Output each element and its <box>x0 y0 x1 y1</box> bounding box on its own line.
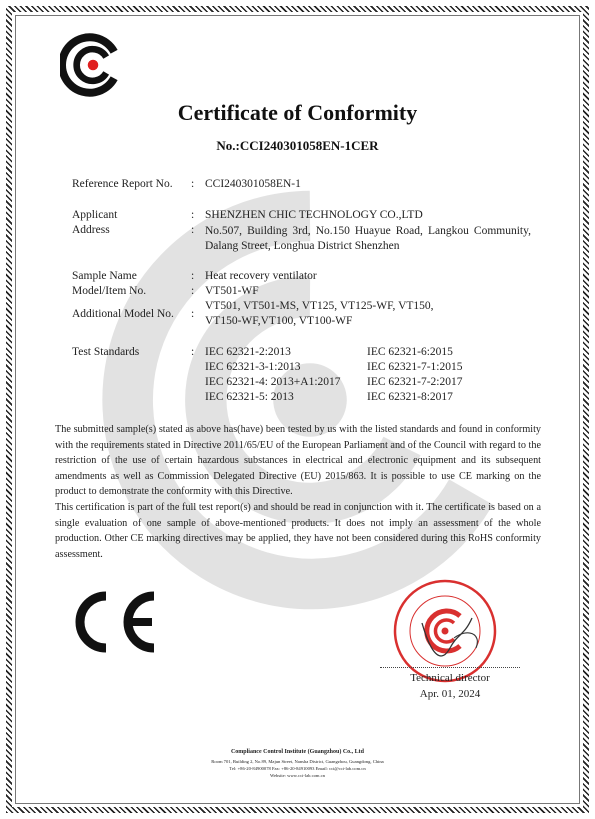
address-value: No.507, Building 3rd, No.150 Huayue Road, Langkou Community, Dalang Street, Longhua District Shenzhen <box>205 225 531 252</box>
additional-model-line2: VT150-WF,VT100, VT100-WF <box>205 315 353 327</box>
model-value: VT501-WF <box>205 285 259 297</box>
standard-item: IEC 62321-5: 2013 <box>205 391 294 403</box>
sample-value: Heat recovery ventilator <box>205 270 317 282</box>
standards-label: Test Standards <box>72 346 140 358</box>
footer-address: Room 701, Building 2, No.89, Majun Street, Nansha District, Guangzhou, Guangdong, China <box>211 759 384 764</box>
signatory-title: Technical director <box>410 672 490 684</box>
reference-value: CCI240301058EN-1 <box>205 178 301 190</box>
standard-item: IEC 62321-3-1:2013 <box>205 361 301 373</box>
certificate-number: No.:CCI240301058EN-1CER <box>216 138 379 153</box>
cci-logo-icon <box>60 32 126 98</box>
additional-model-label: Additional Model No. <box>72 308 174 320</box>
colon: : <box>191 209 195 221</box>
colon: : <box>191 270 195 282</box>
conformity-statement: The submitted sample(s) stated as above has(have) been tested by us with the listed standards and found in conformity with the requirements stated in Directive 2011/65/EU of the European Parliament and of the Council with regard to the restriction of the use of certain hazardous substances in electrical and electronic equipment and its subsequent amendments as well as Commission Delegated Directive (EU) 2015/863. It is possible to use CE marking on the product to demonstrate the conformity with this Directive. <box>55 424 541 497</box>
ce-mark-icon <box>70 590 160 654</box>
signature-line <box>380 667 520 668</box>
sample-label: Sample Name <box>72 270 137 282</box>
issue-date: Apr. 01, 2024 <box>419 688 481 700</box>
colon: : <box>191 285 195 297</box>
applicant-value: SHENZHEN CHIC TECHNOLOGY CO.,LTD <box>205 209 423 221</box>
model-label: Model/Item No. <box>72 285 147 297</box>
certificate-title: Certificate of Conformity <box>177 100 418 125</box>
footer-company: Compliance Control Institute (Guangzhou) Co., Ltd <box>230 749 365 755</box>
applicant-label: Applicant <box>72 209 118 221</box>
colon: : <box>191 178 195 190</box>
address-label: Address <box>72 224 110 236</box>
standard-item: IEC 62321-7-2:2017 <box>367 376 463 388</box>
colon: : <box>191 346 195 358</box>
standard-item: IEC 62321-7-1:2015 <box>367 361 463 373</box>
additional-model-line1: VT501, VT501-MS, VT125, VT125-WF, VT150, <box>205 300 434 312</box>
certification-note: This certification is part of the full test report(s) and should be read in conjunction with it. The certificate is based on a single evaluation of one sample of above-mentioned products. It does not imply an assessment of the whole production. Other CE marking directives may be applied, they have not been considered during this RoHS conformity assessment. <box>55 502 541 560</box>
colon: : <box>191 224 195 236</box>
colon: : <box>191 308 195 320</box>
seal-stamp-icon <box>392 578 498 684</box>
standard-item: IEC 62321-2:2013 <box>205 346 291 358</box>
standard-item: IEC 62321-6:2015 <box>367 346 453 358</box>
standard-item: IEC 62321-8:2017 <box>367 391 453 403</box>
standard-item: IEC 62321-4: 2013+A1:2017 <box>205 376 341 388</box>
footer-website: Website: www.cci-lab.com.cn <box>270 773 325 778</box>
footer-contact: Tel: +86-20-84900078 Fax: +86-20-84910093 Email: cci@cci-lab.com.cn <box>229 766 366 771</box>
reference-label: Reference Report No. <box>72 178 173 190</box>
